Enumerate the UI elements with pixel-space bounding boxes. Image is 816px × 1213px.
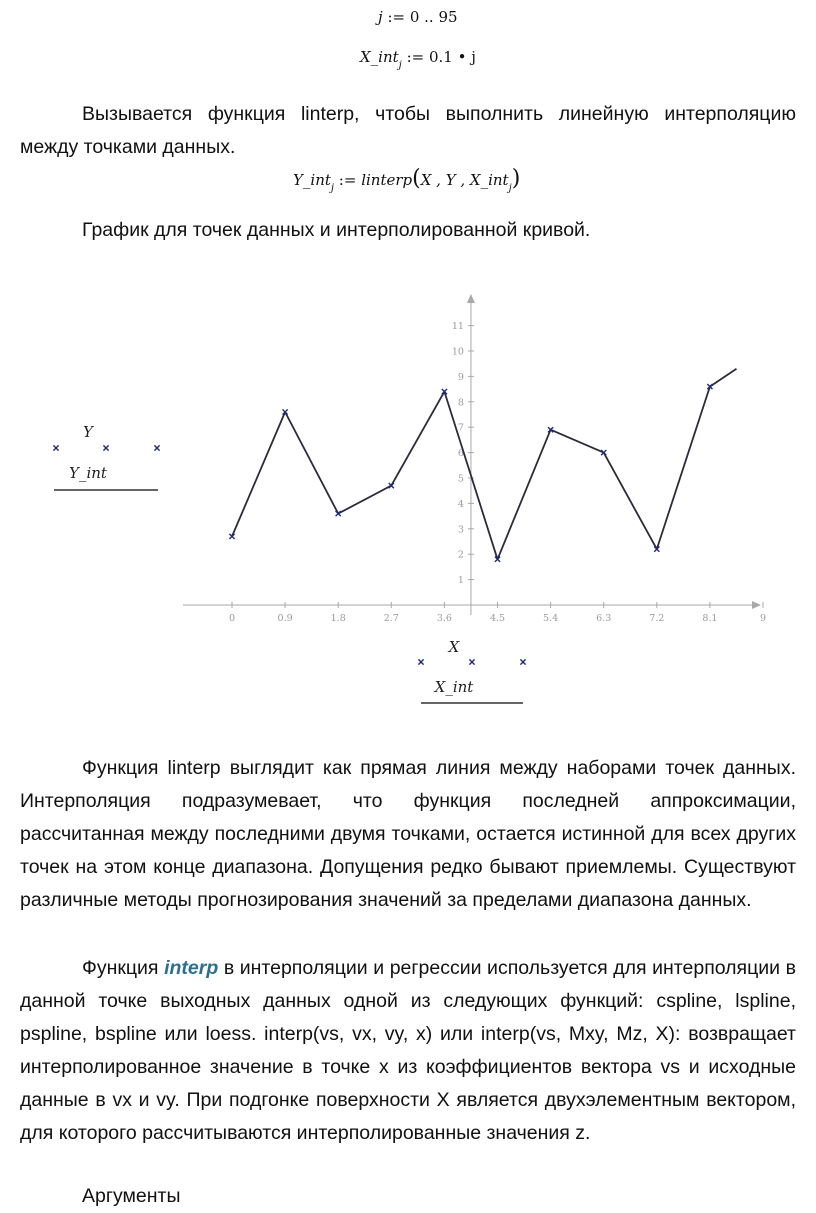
assign-op: := — [338, 171, 357, 189]
paragraph-arguments: Аргументы — [82, 1185, 181, 1207]
x-legend-bottom: X_int — [434, 678, 474, 696]
xint-rhs: 0.1 • j — [428, 48, 476, 66]
y-tick-label: 8 — [457, 397, 464, 409]
paragraph-chart-caption: График для точек данных и интерполированной кривой. — [82, 219, 591, 241]
interp-keyword: interp — [164, 957, 219, 979]
x-tick-label: 1.8 — [330, 613, 346, 624]
yint-arg-sub: j — [508, 183, 512, 194]
x-tick-label: 6.3 — [596, 613, 612, 624]
y-tick-label: 11 — [451, 321, 464, 333]
x-tick-label: 7.2 — [649, 613, 665, 624]
legend-marker — [520, 659, 525, 664]
y-tick-label: 10 — [451, 346, 464, 358]
interpolation-chart — [0, 270, 816, 710]
x-tick-label: 4.5 — [489, 613, 506, 624]
y-tick-label: 2 — [457, 549, 464, 561]
range-expr: 0 .. 95 — [409, 8, 458, 26]
y-tick-label: 1 — [457, 575, 464, 587]
y-tick-label: 6 — [457, 448, 464, 460]
x-legend-top: X — [448, 638, 460, 656]
p4-prefix: Функция — [82, 957, 165, 979]
legend-marker — [53, 445, 58, 450]
x-tick-label: 8.1 — [702, 613, 718, 624]
paragraph-linterp-description: Функция linterp выглядит как прямая линия между наборами точек данных. Интерполяция подразумевает, что функция последней аппроксимации, рассчитанная между последними двумя точками, остается истинной для всех других точек на этом конце диапазона. Допущения редко бывают приемлемы. Существуют различные методы прогнозирования значений за пределами диапазона данных. — [20, 757, 796, 911]
chart-axes — [183, 294, 763, 615]
legend-marker — [103, 445, 108, 450]
y-tick-label: 3 — [457, 524, 464, 536]
y-tick-labels — [452, 321, 464, 586]
series-line-y_int — [232, 369, 737, 560]
y-axis-arrow — [467, 294, 475, 303]
legend-marker — [469, 659, 474, 664]
y-legend-top: Y — [83, 423, 93, 441]
p4-rest: в интерполяции и регрессии используется для интерполяции в данной точке выходных данных одной из следующих функций: cspline, lspline, pspline, bspline или loess. interp(vs, vx, vy, x) или interp(vs, Mxy, Mz, X): возвращает интерполированное значение в точке x из коэффициентов вектора vs и исходные данные в vx и vy. При подгонке поверхности X является двухэлементным вектором, для которого рассчитываются интерполированные значения z. — [20, 957, 796, 1144]
yint-sub: j — [330, 183, 334, 194]
paragraph-linterp-intro: Вызывается функция linterp, чтобы выполнить линейную интерполяцию между точками данных. — [20, 103, 796, 158]
x-tick-label: 0 — [228, 613, 236, 624]
chart-legends — [53, 423, 525, 703]
yint-lhs: Y_int — [293, 171, 331, 189]
x-tick-label: 3.6 — [436, 613, 452, 624]
x-axis-arrow — [752, 601, 761, 609]
x-tick-label: 9 — [759, 613, 767, 624]
x-tick-labels — [229, 613, 766, 624]
yint-arg-last: X_int — [469, 171, 509, 189]
xint-formula — [360, 48, 476, 71]
x-tick-label: 0.9 — [277, 613, 293, 624]
range-var: j — [378, 8, 383, 26]
y-tick-label: 4 — [457, 498, 464, 510]
y-tick-label: 9 — [457, 371, 464, 383]
range-formula — [378, 8, 458, 26]
x-tick-label: 5.4 — [543, 613, 559, 624]
xint-sub: j — [398, 60, 402, 71]
y-tick-label: 5 — [457, 473, 464, 485]
y-legend-bottom: Y_int — [69, 464, 107, 482]
yint-args: X , Y , — [420, 171, 470, 189]
chart-series-lines — [232, 369, 737, 560]
paragraph-interp-description — [20, 952, 796, 1150]
assign-op: := — [406, 48, 425, 66]
yint-formula: Y_int$_j$ := linterp(X , Y , X_int$_j$) — [293, 166, 521, 194]
xint-lhs: X_int — [360, 48, 399, 66]
legend-marker — [418, 659, 423, 664]
y-tick-label: 7 — [457, 422, 464, 434]
legend-marker — [154, 445, 159, 450]
assign-op: := — [387, 8, 406, 26]
yint-fn: linterp — [361, 171, 413, 189]
x-tick-label: 2.7 — [383, 613, 399, 624]
